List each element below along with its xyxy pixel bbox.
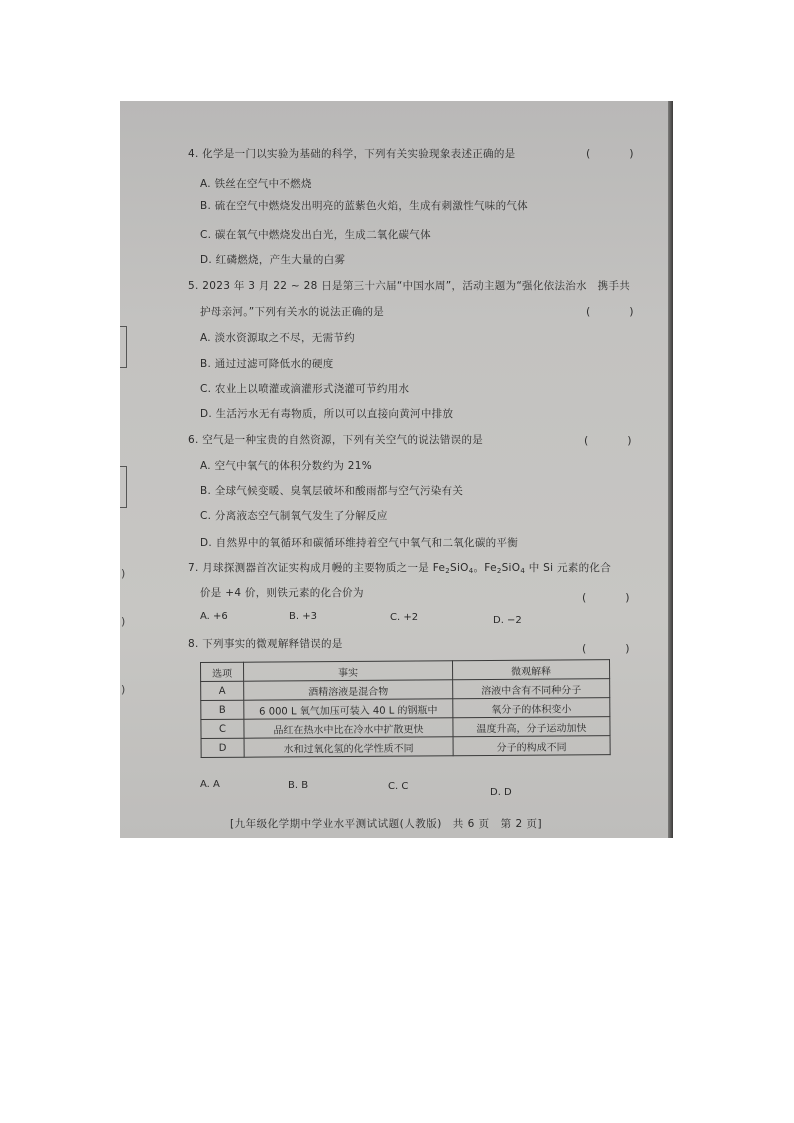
q6-stem: 6. 空气是一种宝贵的自然资源，下列有关空气的说法错误的是 bbox=[188, 434, 484, 446]
q6-option-b: B. 全球气候变暖、臭氧层破坏和酸雨都与空气污染有关 bbox=[200, 485, 464, 497]
table-cell: 分子的构成不同 bbox=[453, 736, 610, 756]
table-cell: 水和过氧化氢的化学性质不同 bbox=[244, 737, 453, 757]
q4-stem: 4. 化学是一门以实验为基础的科学，下列有关实验现象表述正确的是 bbox=[188, 148, 516, 160]
q5-option-c: C. 农业上以喷灌或滴灌形式浇灌可节约用水 bbox=[200, 383, 410, 395]
q5-stem-line2: 护母亲河。”下列有关水的说法正确的是 bbox=[200, 306, 385, 318]
page-edge-shadow bbox=[668, 101, 673, 838]
q8-option-a: A. A bbox=[200, 779, 220, 790]
table-cell: B bbox=[201, 700, 244, 719]
q5-option-a: A. 淡水资源取之不尽，无需节约 bbox=[200, 332, 355, 344]
subscript: 4 bbox=[468, 567, 474, 575]
side-paren: ) bbox=[121, 567, 126, 580]
page-footer: [九年级化学期中学业水平测试试题(人教版) 共 6 页 第 2 页] bbox=[230, 818, 543, 830]
q8-stem: 8. 下列事实的微观解释错误的是 bbox=[188, 638, 343, 650]
q7-option-c: C. +2 bbox=[390, 612, 419, 623]
q7-option-d: D. −2 bbox=[493, 615, 522, 626]
q7-stem-line1 bbox=[188, 560, 611, 575]
q4-option-a: A. 铁丝在空气中不燃烧 bbox=[200, 178, 312, 190]
table-row bbox=[201, 736, 610, 758]
q4-option-b: B. 硫在空气中燃烧发出明亮的蓝紫色火焰，生成有刺激性气味的气体 bbox=[200, 200, 528, 212]
table-cell: 酒精溶液是混合物 bbox=[244, 680, 453, 700]
q5-option-d: D. 生活污水无有毒物质，所以可以直接向黄河中排放 bbox=[200, 408, 454, 420]
q6-option-a: A. 空气中氧气的体积分数约为 21% bbox=[200, 460, 373, 472]
q8-option-b: B. B bbox=[288, 780, 309, 791]
table-cell: 氧分子的体积变小 bbox=[453, 698, 610, 718]
q7-text: SiO bbox=[501, 562, 521, 574]
q7-text: SiO bbox=[449, 562, 469, 574]
q4-option-c: C. 碳在氧气中燃烧发出白光，生成二氧化碳气体 bbox=[200, 229, 431, 241]
subscript: 2 bbox=[445, 567, 450, 575]
q6-option-d: D. 自然界中的氧循环和碳循环维持着空气中氧气和二氧化碳的平衡 bbox=[200, 537, 519, 549]
q8-answer-blank: ( ) bbox=[582, 642, 644, 655]
left-margin-mark bbox=[120, 326, 127, 368]
subscript: 2 bbox=[496, 567, 502, 575]
table-cell: 温度升高，分子运动加快 bbox=[453, 717, 610, 737]
table-header: 事实 bbox=[244, 661, 453, 681]
q7-text: 中 Si 元素的化合 bbox=[525, 562, 612, 574]
table-cell: 品红在热水中比在冷水中扩散更快 bbox=[244, 718, 453, 738]
q6-answer-blank: ( ) bbox=[584, 434, 646, 447]
table-cell: C bbox=[201, 719, 244, 738]
table-cell: 6 000 L 氧气加压可装入 40 L 的钢瓶中 bbox=[244, 699, 453, 719]
side-paren: ) bbox=[121, 683, 126, 696]
table-cell: A bbox=[201, 681, 244, 700]
q5-stem-line1: 5. 2023 年 3 月 22 ~ 28 日是第三十六届“中国水周”，活动主题为“强化依法治水 携手共 bbox=[188, 280, 631, 292]
side-paren: ) bbox=[121, 615, 126, 628]
q8-table bbox=[200, 659, 611, 758]
table-header: 选项 bbox=[201, 662, 244, 681]
q7-stem-line2: 价是 +4 价，则铁元素的化合价为 bbox=[200, 587, 364, 599]
subscript: 4 bbox=[520, 567, 526, 575]
table-header: 微观解释 bbox=[452, 660, 609, 680]
q5-answer-blank: ( ) bbox=[586, 305, 648, 318]
q7-answer-blank: ( ) bbox=[582, 591, 644, 604]
table-cell: D bbox=[201, 738, 244, 757]
q7-option-b: B. +3 bbox=[289, 611, 317, 622]
q6-option-c: C. 分离液态空气制氧气发生了分解反应 bbox=[200, 510, 388, 522]
q7-text: 。Fe bbox=[473, 562, 497, 574]
q5-option-b: B. 通过过滤可降低水的硬度 bbox=[200, 358, 334, 370]
table-cell: 溶液中含有不同种分子 bbox=[453, 679, 610, 699]
q4-option-d: D. 红磷燃烧，产生大量的白雾 bbox=[200, 254, 346, 266]
q7-text: 7. 月球探测器首次证实构成月幔的主要物质之一是 Fe bbox=[188, 562, 446, 574]
left-margin-mark bbox=[120, 466, 127, 508]
q7-option-a: A. +6 bbox=[200, 611, 228, 622]
q4-answer-blank: ( ) bbox=[586, 147, 648, 160]
q8-option-d: D. D bbox=[490, 787, 512, 798]
q8-option-c: C. C bbox=[388, 781, 409, 792]
